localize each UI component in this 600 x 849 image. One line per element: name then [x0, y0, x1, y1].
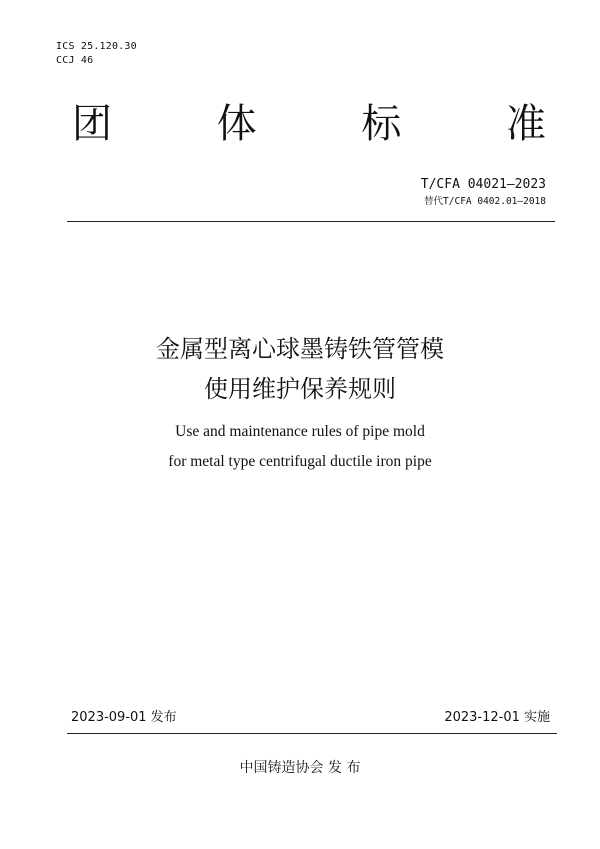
english-title-line-1: Use and maintenance rules of pipe mold [175, 423, 425, 440]
english-title-line-2: for metal type centrifugal ductile iron pipe [168, 453, 432, 470]
implementation-date: 2023-12-01 实施 [444, 710, 550, 725]
doc-type-char-2: 体 [216, 101, 257, 147]
doc-type-char-3: 标 [361, 101, 402, 147]
publisher: 中国铸造协会 发 布 [239, 760, 361, 776]
chinese-title-line-1: 金属型离心球墨铸铁管管模 [156, 335, 444, 363]
standard-number: T/CFA 04021—2023 [420, 177, 546, 192]
replaces-standard: 替代T/CFA 0402.01—2018 [424, 196, 546, 207]
doc-type-char-1: 团 [72, 101, 112, 147]
classification-codes [56, 40, 137, 68]
ccj-code: CCJ 46 [56, 55, 94, 66]
ics-code: ICS 25.120.30 [56, 41, 137, 52]
chinese-title-line-2: 使用维护保养规则 [204, 375, 396, 403]
document-type-heading [72, 100, 546, 148]
doc-type-char-4: 准 [505, 101, 546, 147]
top-divider [67, 221, 555, 222]
issue-date: 2023-09-01 发布 [71, 710, 177, 725]
bottom-divider [67, 733, 557, 734]
